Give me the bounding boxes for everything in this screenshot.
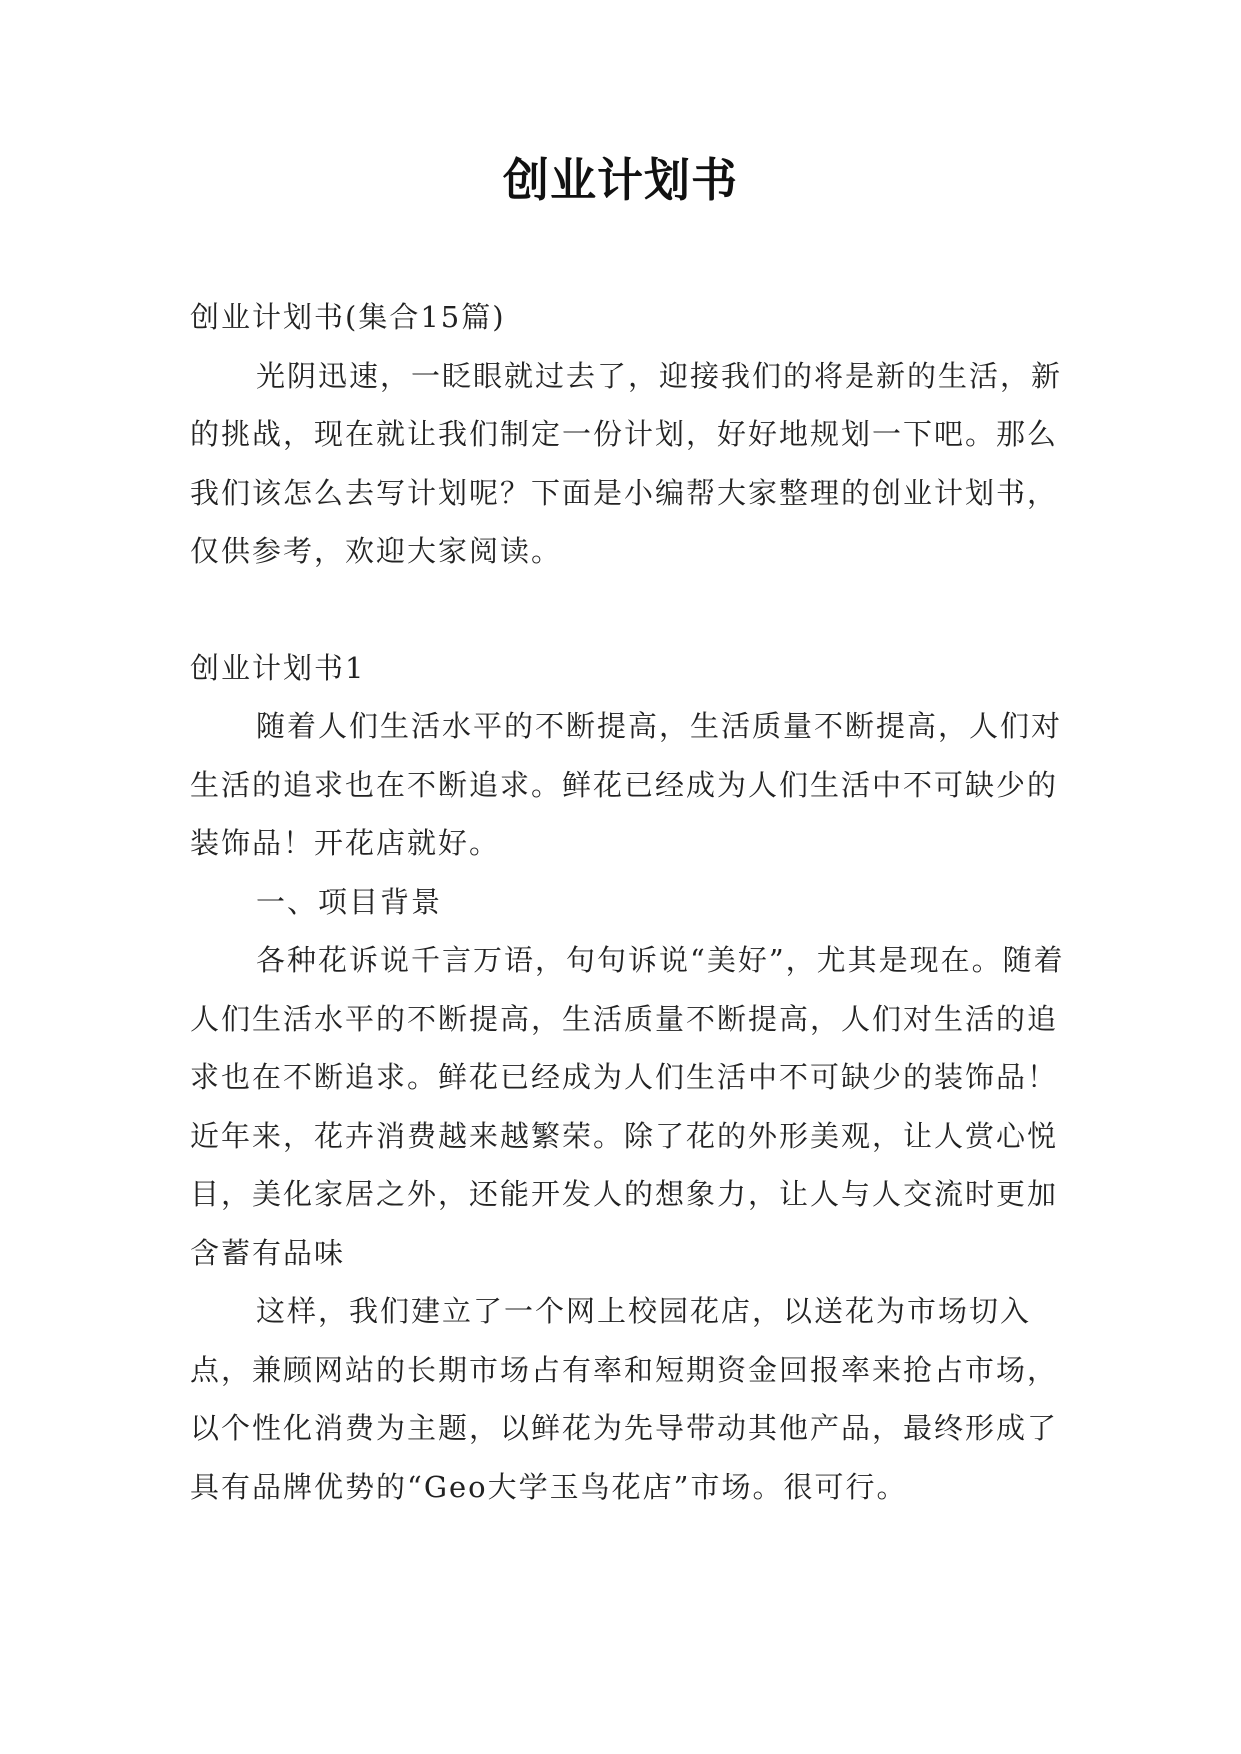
document-subtitle: 创业计划书(集合15篇): [190, 300, 506, 334]
subsection-heading: 一、项目背景: [256, 884, 443, 919]
body-paragraph: 随着人们生活水平的不断提高，生活质量不断提高，人们对生活的追求也在不断追求。鲜花已经成为人们生活中不可缺少的装饰品！开花店就好。: [190, 709, 1063, 860]
body-paragraph: 各种花诉说千言万语，句句诉说“美好”，尤其是现在。随着人们生活水平的不断提高，生活质量不断提高，人们对生活的追求也在不断追求。鲜花已经成为人们生活中不可缺少的装饰品！近年来，花卉消费越来越繁荣。除了花的外形美观，让人赏心悦目，美化家居之外，还能开发人的想象力，让人与人交流时更加含蓄有品味: [190, 943, 1065, 1270]
paragraph-spacer: [190, 581, 1070, 639]
page-title: 创业计划书: [503, 153, 738, 207]
intro-paragraph: 光阴迅速，一眨眼就过去了，迎接我们的将是新的生活，新的挑战，现在就让我们制定一份计划，好好地规划一下吧。那么我们该怎么去写计划呢？下面是小编帮大家整理的创业计划书，仅供参考，欢迎大家阅读。: [190, 358, 1063, 568]
section-heading: 创业计划书1: [190, 650, 366, 685]
document-body: [190, 288, 1070, 1516]
body-paragraph: 这样，我们建立了一个网上校园花店，以送花为市场切入点，兼顾网站的长期市场占有率和短期资金回报率来抢占市场，以个性化消费为主题，以鲜花为先导带动其他产品，最终形成了具有品牌优势的“Geo大学玉鸟花店”市场。很可行。: [190, 1294, 1059, 1504]
